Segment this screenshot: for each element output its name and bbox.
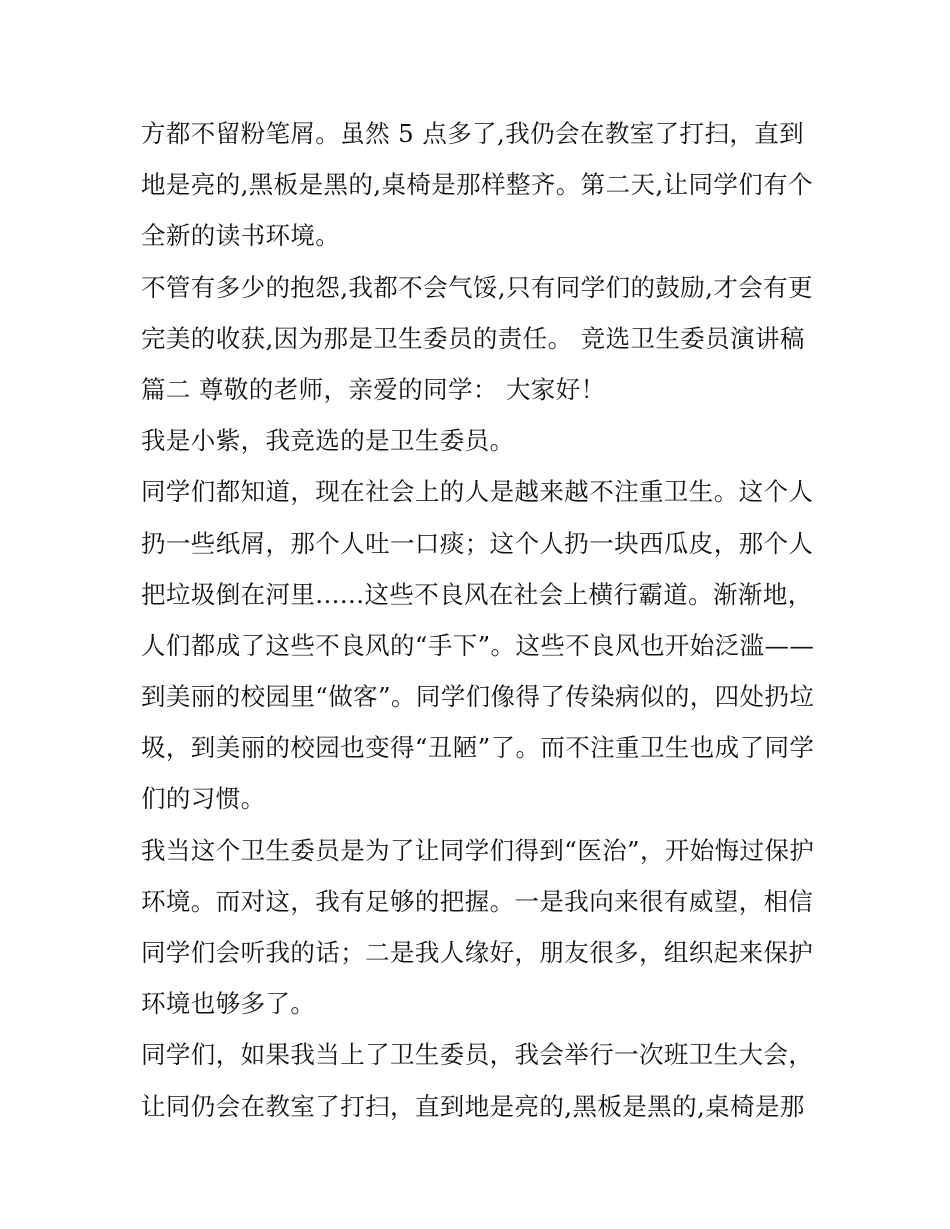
text-line-9: 扔一些纸屑，那个人吐一口痰；这个人扔一块西瓜皮，那个人 (141, 528, 814, 558)
text-line-18: 环境也够多了。 (141, 989, 316, 1019)
text-line-12: 到美丽的校园里“做客”。同学们像得了传染病似的，四处扔垃 (141, 682, 815, 712)
text-line-4: 不管有多少的抱怨,我都不会气馁,只有同学们的鼓励,才会有更 (141, 272, 813, 302)
text-line-6: 篇二 尊敬的老师，亲爱的同学： 大家好！ (141, 374, 606, 404)
text-line-5: 完美的收获,因为那是卫生委员的责任。 竞选卫生委员演讲稿 (141, 323, 805, 353)
text-line-15: 我当这个卫生委员是为了让同学们得到“医治”，开始悔过保护 (141, 835, 815, 865)
text-line-2: 地是亮的,黑板是黑的,桌椅是那样整齐。第二天,让同学们有个 (141, 170, 813, 200)
text-line-17: 同学们会听我的话；二是我人缘好，朋友很多，组织起来保护 (141, 938, 814, 967)
text-line-10: 把垃圾倒在河里......这些不良风在社会上横行霸道。渐渐地， (141, 579, 813, 609)
text-line-20: 让同仍会在教室了打扫，直到地是亮的,黑板是黑的,桌椅是那 (141, 1091, 805, 1121)
document-body (141, 108, 813, 1132)
text-line-11: 人们都成了这些不良风的“手下”。这些不良风也开始泛滥—— (141, 630, 815, 660)
text-line-1: 方都不留粉笔屑。虽然 5 点多了,我仍会在教室了打扫，直到 (141, 119, 805, 148)
text-line-16: 环境。而对这，我有足够的把握。一是我向来很有威望，相信 (141, 886, 814, 916)
text-line-3: 全新的读书环境。 (141, 221, 341, 251)
text-line-14: 们的习惯。 (141, 784, 266, 814)
text-line-8: 同学们都知道，现在社会上的人是越来越不注重卫生。这个人 (141, 477, 814, 507)
text-line-19: 同学们，如果我当上了卫生委员，我会举行一次班卫生大会， (141, 1040, 814, 1070)
text-line-13: 圾，到美丽的校园也变得“丑陋”了。而不注重卫生也成了同学 (141, 733, 815, 763)
text-line-7: 我是小紫，我竞选的是卫生委员。 (141, 426, 515, 456)
